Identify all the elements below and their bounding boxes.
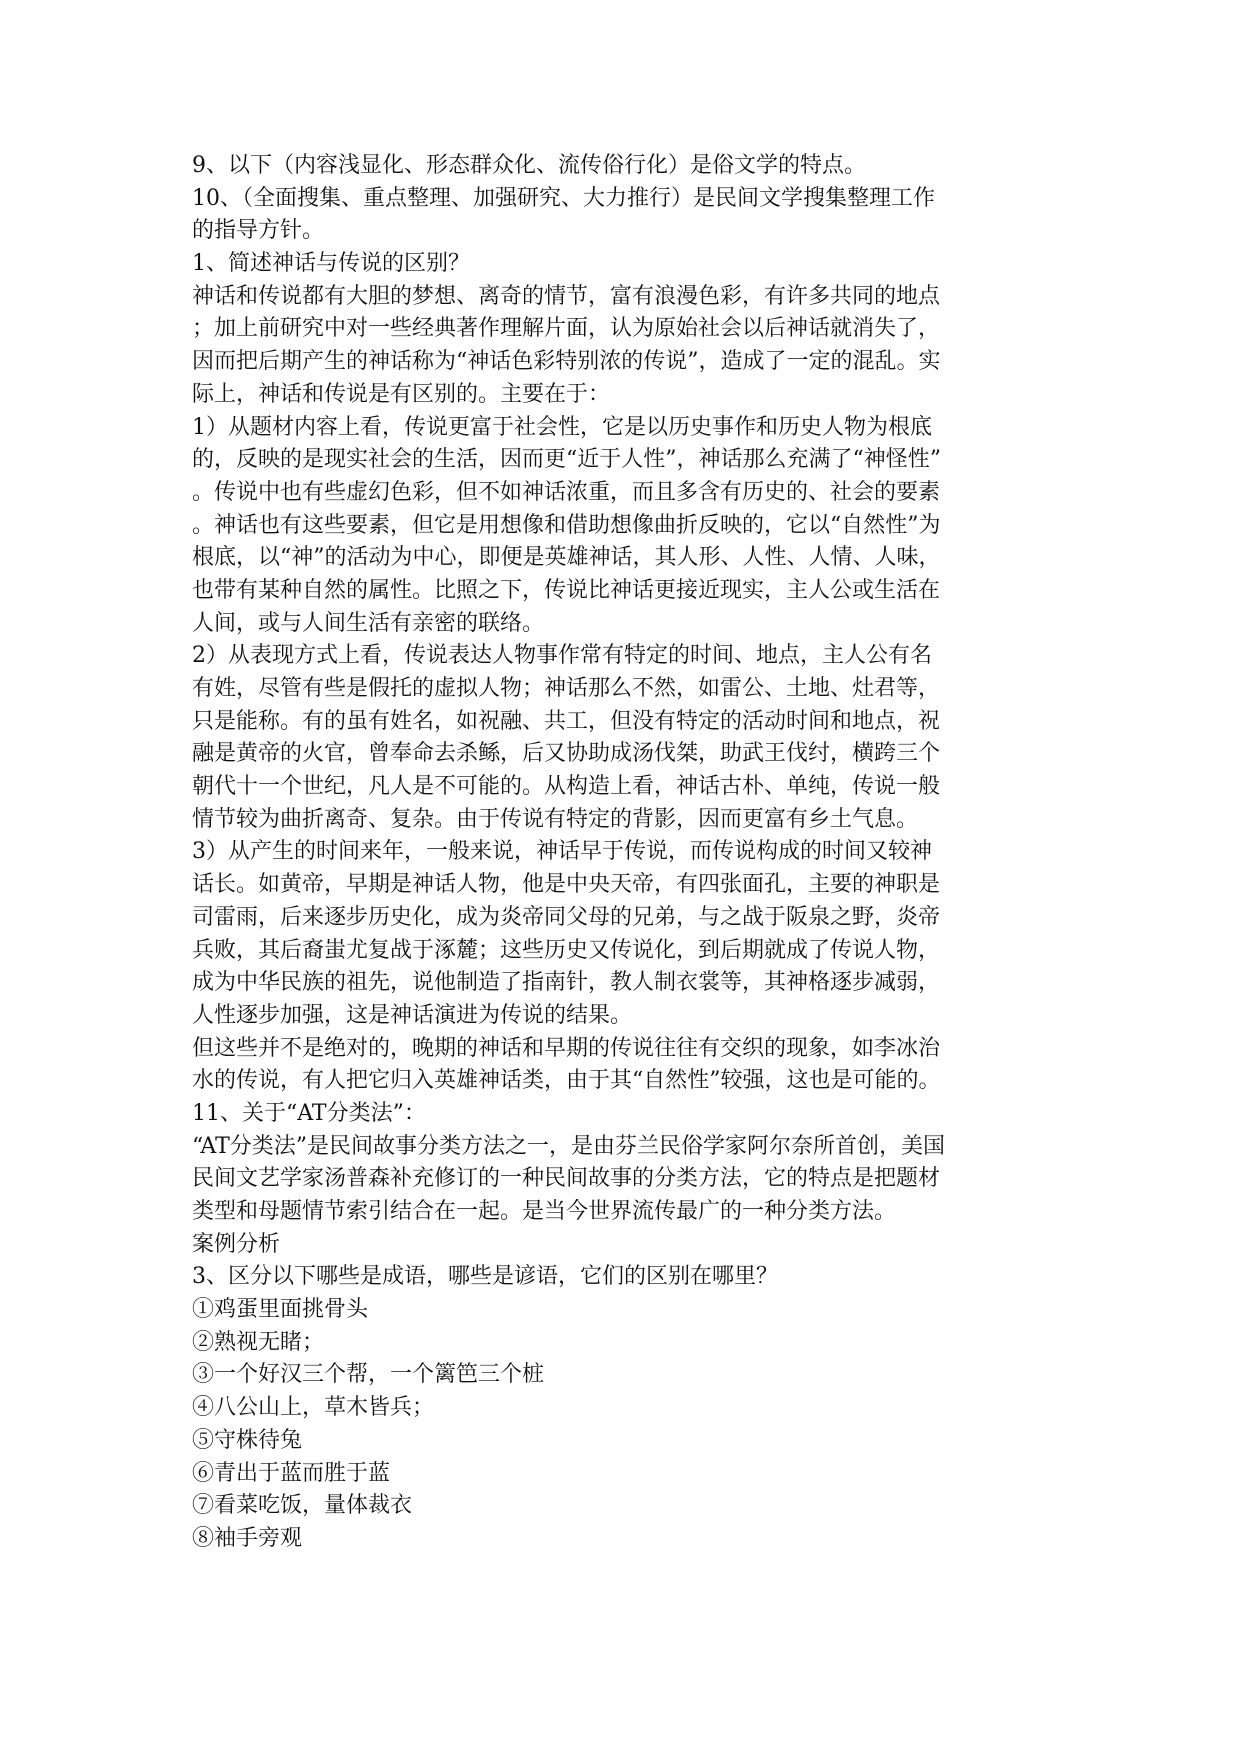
text-line: 类型和母题情节索引结合在一起。是当今世界流传最广的一种分类方法。: [192, 1199, 897, 1224]
list-item: ⑦看菜吃饭，量体裁衣: [192, 1493, 413, 1519]
text-line: 有姓，尽管有些是假托的虚拟人物；神话那么不然，如雷公、土地、灶君等，: [192, 676, 941, 701]
text-line: 水的传说，有人把它归入英雄神话类，由于其“自然性”较强，这也是可能的。: [192, 1068, 941, 1094]
document-page: [192, 150, 1050, 1556]
list-item: ②熟视无睹；: [192, 1329, 325, 1355]
text-line: 神话和传说都有大胆的梦想、离奇的情节，富有浪漫色彩，有许多共同的地点: [192, 283, 941, 309]
text-line: 人性逐步加强，这是神话演进为传说的结果。: [192, 1002, 633, 1028]
text-line: 根底，以“神”的活动为中心，即便是英雄神话，其人形、人性、人情、人味，: [192, 545, 941, 571]
text-line: 因而把后期产生的神话称为“神话色彩特别浓的传说”，造成了一定的混乱。实: [192, 349, 941, 375]
list-item: ①鸡蛋里面挑骨头: [192, 1297, 369, 1323]
text-line: 9、以下（内容浅显化、形态群众化、流传俗行化）是俗文学的特点。: [192, 153, 866, 178]
list-item: ⑤守株待兔: [192, 1427, 303, 1453]
text-line: 话长。如黄帝，早期是神话人物，他是中央天帝，有四张面孔，主要的神职是: [192, 872, 941, 898]
list-item: ③一个好汉三个帮，一个篱笆三个桩: [192, 1362, 545, 1388]
list-item: ⑧袖手旁观: [192, 1525, 303, 1551]
text-line: 人间，或与人间生活有亲密的联络。: [192, 610, 545, 636]
text-line: 的指导方针。: [192, 218, 325, 244]
text-line: 。传说中也有些虚幻色彩，但不如神话浓重，而且多含有历史的、社会的要素: [192, 479, 941, 505]
question-heading: 1、简述神话与传说的区别？: [192, 251, 470, 277]
text-line: 但这些并不是绝对的，晚期的神话和早期的传说往往有交织的现象，如李冰治: [192, 1035, 941, 1061]
text-line: 朝代十一个世纪，凡人是不可能的。从构造上看，神话古朴、单纯，传说一般: [192, 774, 941, 800]
text-line: 情节较为曲折离奇、复杂。由于传说有特定的背影，因而更富有乡土气息。: [192, 806, 919, 832]
text-line: 兵败，其后裔蚩尤复战于涿麓；这些历史又传说化，到后期就成了传说人物，: [192, 937, 941, 963]
text-line: 际上，神话和传说是有区别的。主要在于：: [192, 381, 611, 407]
list-item: ④八公山上，草木皆兵；: [192, 1395, 435, 1421]
text-line: 也带有某种自然的属性。比照之下，传说比神话更接近现实，主人公或生活在: [192, 577, 941, 603]
text-line: ；加上前研究中对一些经典著作理解片面，认为原始社会以后神话就消失了，: [192, 316, 941, 342]
text-line: 3）从产生的时间来年，一般来说，神话早于传说，而传说构成的时间又较神: [192, 839, 932, 865]
section-heading: 案例分析: [192, 1231, 281, 1257]
text-line: 的，反映的是现实社会的生活，因而更“近于人性”，神话那么充满了“神怪性”: [192, 447, 941, 473]
text-line: 2）从表现方式上看，传说表达人物事作常有特定的时间、地点，主人公有名: [192, 643, 932, 669]
text-line: 。神话也有这些要素，但它是用想像和借助想像曲折反映的，它以“自然性”为: [192, 512, 941, 538]
text-line: 司雷雨，后来逐步历史化，成为炎帝同父母的兄弟，与之战于阪泉之野，炎帝: [192, 904, 941, 930]
text-line: 只是能称。有的虽有姓名，如祝融、共工，但没有特定的活动时间和地点，祝: [192, 708, 941, 734]
text-line: “AT分类法”是民间故事分类方法之一，是由芬兰民俗学家阿尔奈所首创，美国: [192, 1133, 946, 1159]
text-line: 民间文艺学家汤普森补充修订的一种民间故事的分类方法，它的特点是把题材: [192, 1166, 941, 1192]
text-line: 融是黄帝的火官，曾奉命去杀鲧，后又协助成汤伐桀，助武王伐纣，横跨三个: [192, 741, 941, 767]
text-line: 成为中华民族的祖先，说他制造了指南针，教人制衣裳等，其神格逐步减弱，: [192, 970, 941, 996]
question-heading: 11、关于“AT分类法”：: [192, 1100, 426, 1126]
text-line: 10、（全面搜集、重点整理、加强研究、大力推行）是民间文学搜集整理工作: [192, 185, 935, 211]
text-line: 1）从题材内容上看，传说更富于社会性，它是以历史事作和历史人物为根底: [192, 414, 932, 440]
list-item: ⑥青出于蓝而胜于蓝: [192, 1460, 391, 1486]
question-heading: 3、区分以下哪些是成语，哪些是谚语，它们的区别在哪里？: [192, 1264, 778, 1290]
